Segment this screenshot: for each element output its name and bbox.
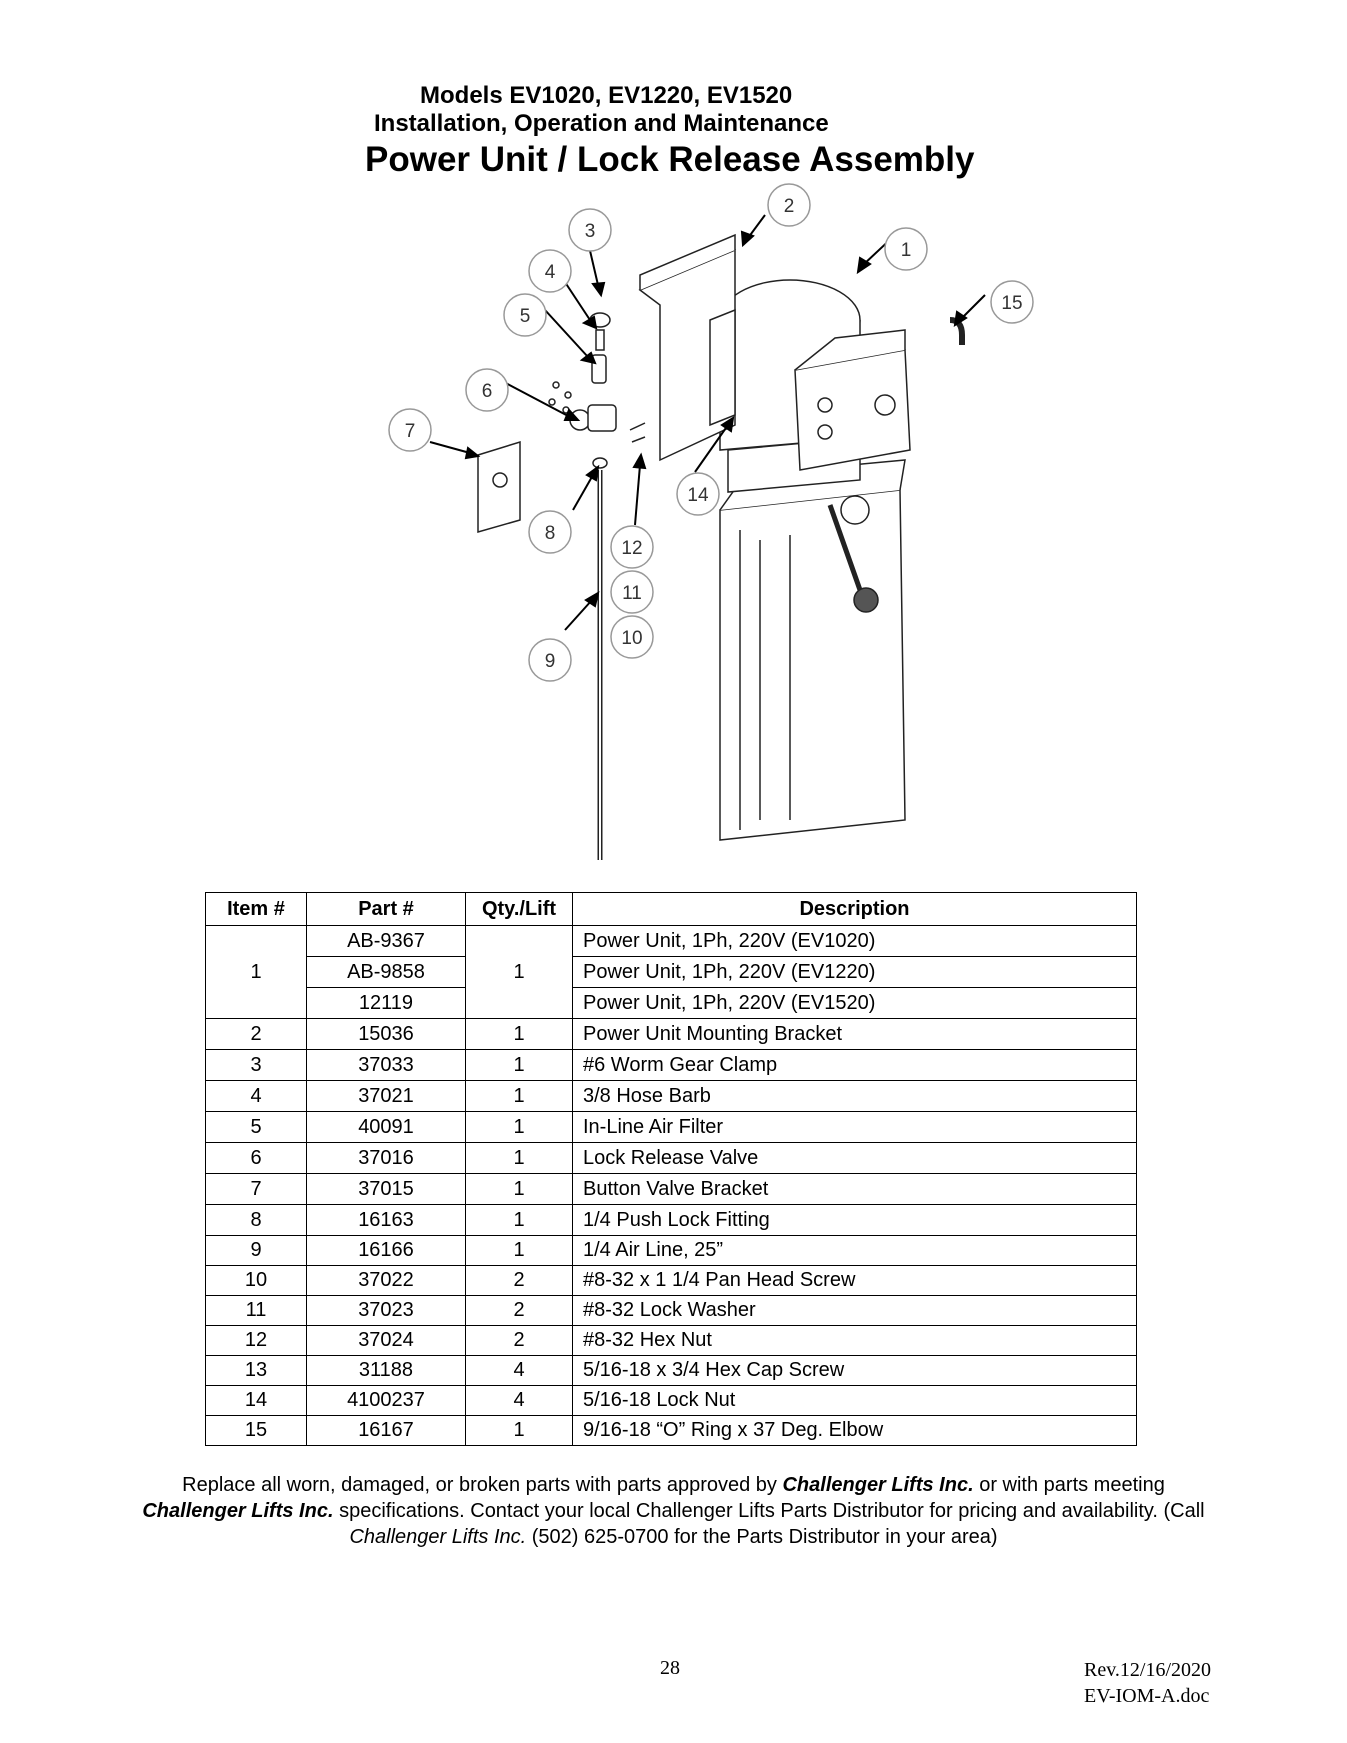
table-row [206,1081,1137,1112]
part-cell: AB-9858 [307,957,466,988]
description-cell: #8-32 Hex Nut [573,1326,1137,1356]
item-cell: 5 [206,1112,307,1143]
description-cell: In-Line Air Filter [573,1112,1137,1143]
table-row [206,1236,1137,1266]
note-brand-3: Challenger Lifts Inc. [349,1526,527,1548]
item-cell: 13 [206,1356,307,1386]
callout-3: 3 [584,221,596,242]
page-number: 28 [660,1657,680,1679]
callout-8: 8 [544,523,556,544]
part-cell: AB-9367 [307,926,466,957]
qty-cell: 2 [466,1326,573,1356]
item-cell: 8 [206,1205,307,1236]
part-cell: 4100237 [307,1386,466,1416]
table-row [206,1174,1137,1205]
table-row [206,1205,1137,1236]
description-cell: 5/16-18 x 3/4 Hex Cap Screw [573,1356,1137,1386]
callout-5: 5 [519,306,531,327]
qty-cell: 1 [466,1174,573,1205]
qty-cell: 4 [466,1356,573,1386]
note-text-4: (502) 625-0700 for the Parts Distributor in your area) [526,1526,998,1548]
col-header-item: Item # [206,893,307,926]
item-cell: 15 [206,1416,307,1446]
description-cell: 3/8 Hose Barb [573,1081,1137,1112]
part-cell: 15036 [307,1019,466,1050]
description-cell: 5/16-18 Lock Nut [573,1386,1137,1416]
table-row [206,988,1137,1019]
callout-4: 4 [544,262,556,283]
part-cell: 37021 [307,1081,466,1112]
models-heading: Models EV1020, EV1220, EV1520 [420,82,793,109]
table-row [206,1296,1137,1326]
qty-cell: 1 [466,1236,573,1266]
description-cell: #8-32 x 1 1/4 Pan Head Screw [573,1266,1137,1296]
callout-9: 9 [544,651,556,672]
item-cell: 11 [206,1296,307,1326]
part-cell: 16166 [307,1236,466,1266]
page-title: Power Unit / Lock Release Assembly [365,140,975,179]
table-row [206,926,1137,957]
col-header-qty: Qty./Lift [466,893,573,926]
part-cell: 40091 [307,1112,466,1143]
callout-6: 6 [481,381,493,402]
qty-cell: 4 [466,1386,573,1416]
qty-cell: 2 [466,1266,573,1296]
callout-1: 1 [900,240,912,261]
callout-12: 12 [621,538,643,559]
manual-subtitle: Installation, Operation and Maintenance [374,110,829,137]
table-row [206,1143,1137,1174]
table-row [206,1266,1137,1296]
item-cell: 10 [206,1266,307,1296]
exploded-assembly-diagram [0,180,1347,880]
note-brand-1: Challenger Lifts Inc. [782,1474,974,1496]
qty-cell: 1 [466,1112,573,1143]
part-cell: 31188 [307,1356,466,1386]
table-row [206,1386,1137,1416]
callout-10: 10 [621,628,643,649]
qty-cell: 1 [466,1050,573,1081]
part-cell: 37015 [307,1174,466,1205]
callout-14: 14 [687,485,709,506]
part-cell: 37033 [307,1050,466,1081]
description-cell: Power Unit Mounting Bracket [573,1019,1137,1050]
part-cell: 37022 [307,1266,466,1296]
callout-7: 7 [404,421,416,442]
parts-table [205,892,1137,1446]
part-cell: 16163 [307,1205,466,1236]
part-cell: 37024 [307,1326,466,1356]
item-cell: 9 [206,1236,307,1266]
item-cell: 6 [206,1143,307,1174]
replacement-parts-note [60,1472,1287,1550]
reservoir-tank [720,490,905,840]
callout-11: 11 [622,583,642,604]
description-cell: Power Unit, 1Ph, 220V (EV1020) [573,926,1137,957]
note-brand-2: Challenger Lifts Inc. [142,1500,334,1522]
table-header-row [206,893,1137,926]
table-row [206,1326,1137,1356]
qty-cell: 1 [466,1081,573,1112]
qty-cell: 1 [466,1019,573,1050]
item-cell: 2 [206,1019,307,1050]
description-cell: 1/4 Push Lock Fitting [573,1205,1137,1236]
table-row [206,957,1137,988]
item-cell: 3 [206,1050,307,1081]
description-cell: 9/16-18 “O” Ring x 37 Deg. Elbow [573,1416,1137,1446]
col-header-description: Description [573,893,1137,926]
item-cell: 12 [206,1326,307,1356]
item-cell: 7 [206,1174,307,1205]
description-cell: Lock Release Valve [573,1143,1137,1174]
part-cell: 37023 [307,1296,466,1326]
description-cell: #8-32 Lock Washer [573,1296,1137,1326]
callout-15: 15 [1001,293,1023,314]
col-header-part: Part # [307,893,466,926]
part-cell: 16167 [307,1416,466,1446]
table-row [206,1416,1137,1446]
part-cell: 37016 [307,1143,466,1174]
part-cell: 12119 [307,988,466,1019]
table-row [206,1050,1137,1081]
description-cell: Power Unit, 1Ph, 220V (EV1220) [573,957,1137,988]
note-text-1: Replace all worn, damaged, or broken parts with parts approved by [182,1474,783,1496]
qty-cell: 2 [466,1296,573,1326]
qty-cell: 1 [466,1143,573,1174]
table-row [206,1019,1137,1050]
note-text-3: specifications. Contact your local Challenger Lifts Parts Distributor for pricing and availability. (Call [333,1500,1205,1522]
description-cell: 1/4 Air Line, 25” [573,1236,1137,1266]
description-cell: #6 Worm Gear Clamp [573,1050,1137,1081]
item-cell: 4 [206,1081,307,1112]
qty-cell: 1 [466,1205,573,1236]
document-name: EV-IOM-A.doc [1084,1685,1210,1707]
qty-cell: 1 [466,1416,573,1446]
description-cell: Power Unit, 1Ph, 220V (EV1520) [573,988,1137,1019]
description-cell: Button Valve Bracket [573,1174,1137,1205]
item-cell: 1 [206,926,307,1019]
revision-info [1084,1657,1211,1709]
table-row [206,1112,1137,1143]
revision-date: Rev.12/16/2020 [1084,1659,1212,1681]
table-row [206,1356,1137,1386]
note-text-2: or with parts meeting [973,1474,1165,1496]
item-cell: 14 [206,1386,307,1416]
qty-cell: 1 [466,926,573,1019]
callout-2: 2 [783,196,795,217]
